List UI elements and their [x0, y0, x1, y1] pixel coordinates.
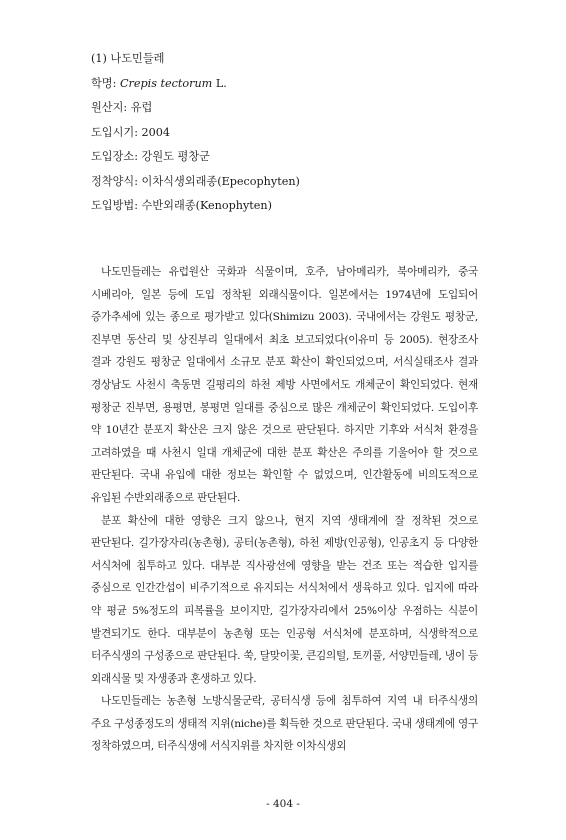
page-number: - 404 - [266, 798, 300, 810]
paragraph-habitat: 분포 확산에 대한 영향은 크지 않으나, 현지 지역 생태계에 잘 정착된 것으로 판단된다. 길가장자리(농촌형), 공터(농촌형), 하천 제방(인공형), 인공초지 등 다양한 서식처에 침투하고 있다. 대부분 직사광선에 영향을 받는 건조 또는 적습한 입지를 중심으로 인간간섭이 비주기적으로 유지되는 서식처에서 생육하고 있다. 입지에 따라 약 평균 5%정도의 피복률을 보이지만, 길가장자리에서 25%이상 우점하는 식분이 발견되기도 한다. 대부분이 농촌형 또는 인공형 서식처에 분포하며, 식생학적으로 터주식생의 구성종으로 판단된다. 쑥, 달맞이꽃, 큰김의털, 토끼풀, 서양민들레, 냉이 등 외래식물 및 자생종과 혼생하고 있다. [91, 514, 478, 685]
introduction-period-line: 도입시기: 2004 [91, 125, 171, 139]
species-heading: (1) 나도민들레 [91, 52, 165, 65]
scientific-name-line [91, 72, 511, 97]
introduction-place-line: 도입장소: 강원도 평창군 [91, 150, 210, 163]
paragraph-distribution: 나도민들레는 유럽원산 국화과 식물이며, 호주, 남아메리카, 북아메리카, 중국 시베리아, 일본 등에 도입 정착된 외래식물이다. 일본에서는 1974년에 도입되어 증가추세에 있는 종으로 평가받고 있다(Shimizu 2003). 국내에서는 강원도 평창군, 진부면 동산리 및 상진부리 일대에서 최초 보고되었다(이유미 등 2005). 현장조사 결과 강원도 평창군 일대에서 소규모 분포 확산이 확인되었으며, 서식실태조사 결과 경상남도 사천시 축동면 길평리의 하천 제방 사면에서도 개체군이 확인되었다. 현재 평창군 진부면, 용평면, 봉평면 일대를 중심으로 많은 개체군이 확인되었다. 도입이후 약 10년간 분포지 확산은 크지 않은 것으로 판단된다. 하지만 기후와 서식처 환경을 고려하였을 때 사천시 일대 개체군에 대한 분포 확산은 주의를 기울어야 할 것으로 판단된다. 국내 유입에 대한 정보는 확인할 수 없었으며, 인간활동에 비의도적으로 유입된 수반외래종으로 판단된다. [91, 266, 478, 504]
origin-line: 원산지: 유럽 [91, 101, 153, 114]
scientific-name-label: 학명: [91, 76, 120, 90]
species-info-list [91, 47, 511, 219]
settlement-pattern-line: 정착양식: 이차식생외래종(Epecophyten) [91, 174, 300, 188]
scientific-name-binomial: Crepis tectorum [119, 76, 213, 90]
introduction-method-line: 도입방법: 수반외래종(Kenophyten) [91, 199, 272, 212]
body-text [91, 261, 478, 758]
paragraph-ecological-niche: 나도민들레는 농촌형 노방식물군락, 공터식생 등에 침투하여 지역 내 터주식생의 주요 구성종정도의 생태적 지위(niche)를 획득한 것으로 판단된다. 국내 생태계에 영구 정착하였으며, 터주식생에 서식지위를 차지한 이차식생외 [91, 695, 478, 753]
scientific-name-author: L. [212, 76, 227, 90]
